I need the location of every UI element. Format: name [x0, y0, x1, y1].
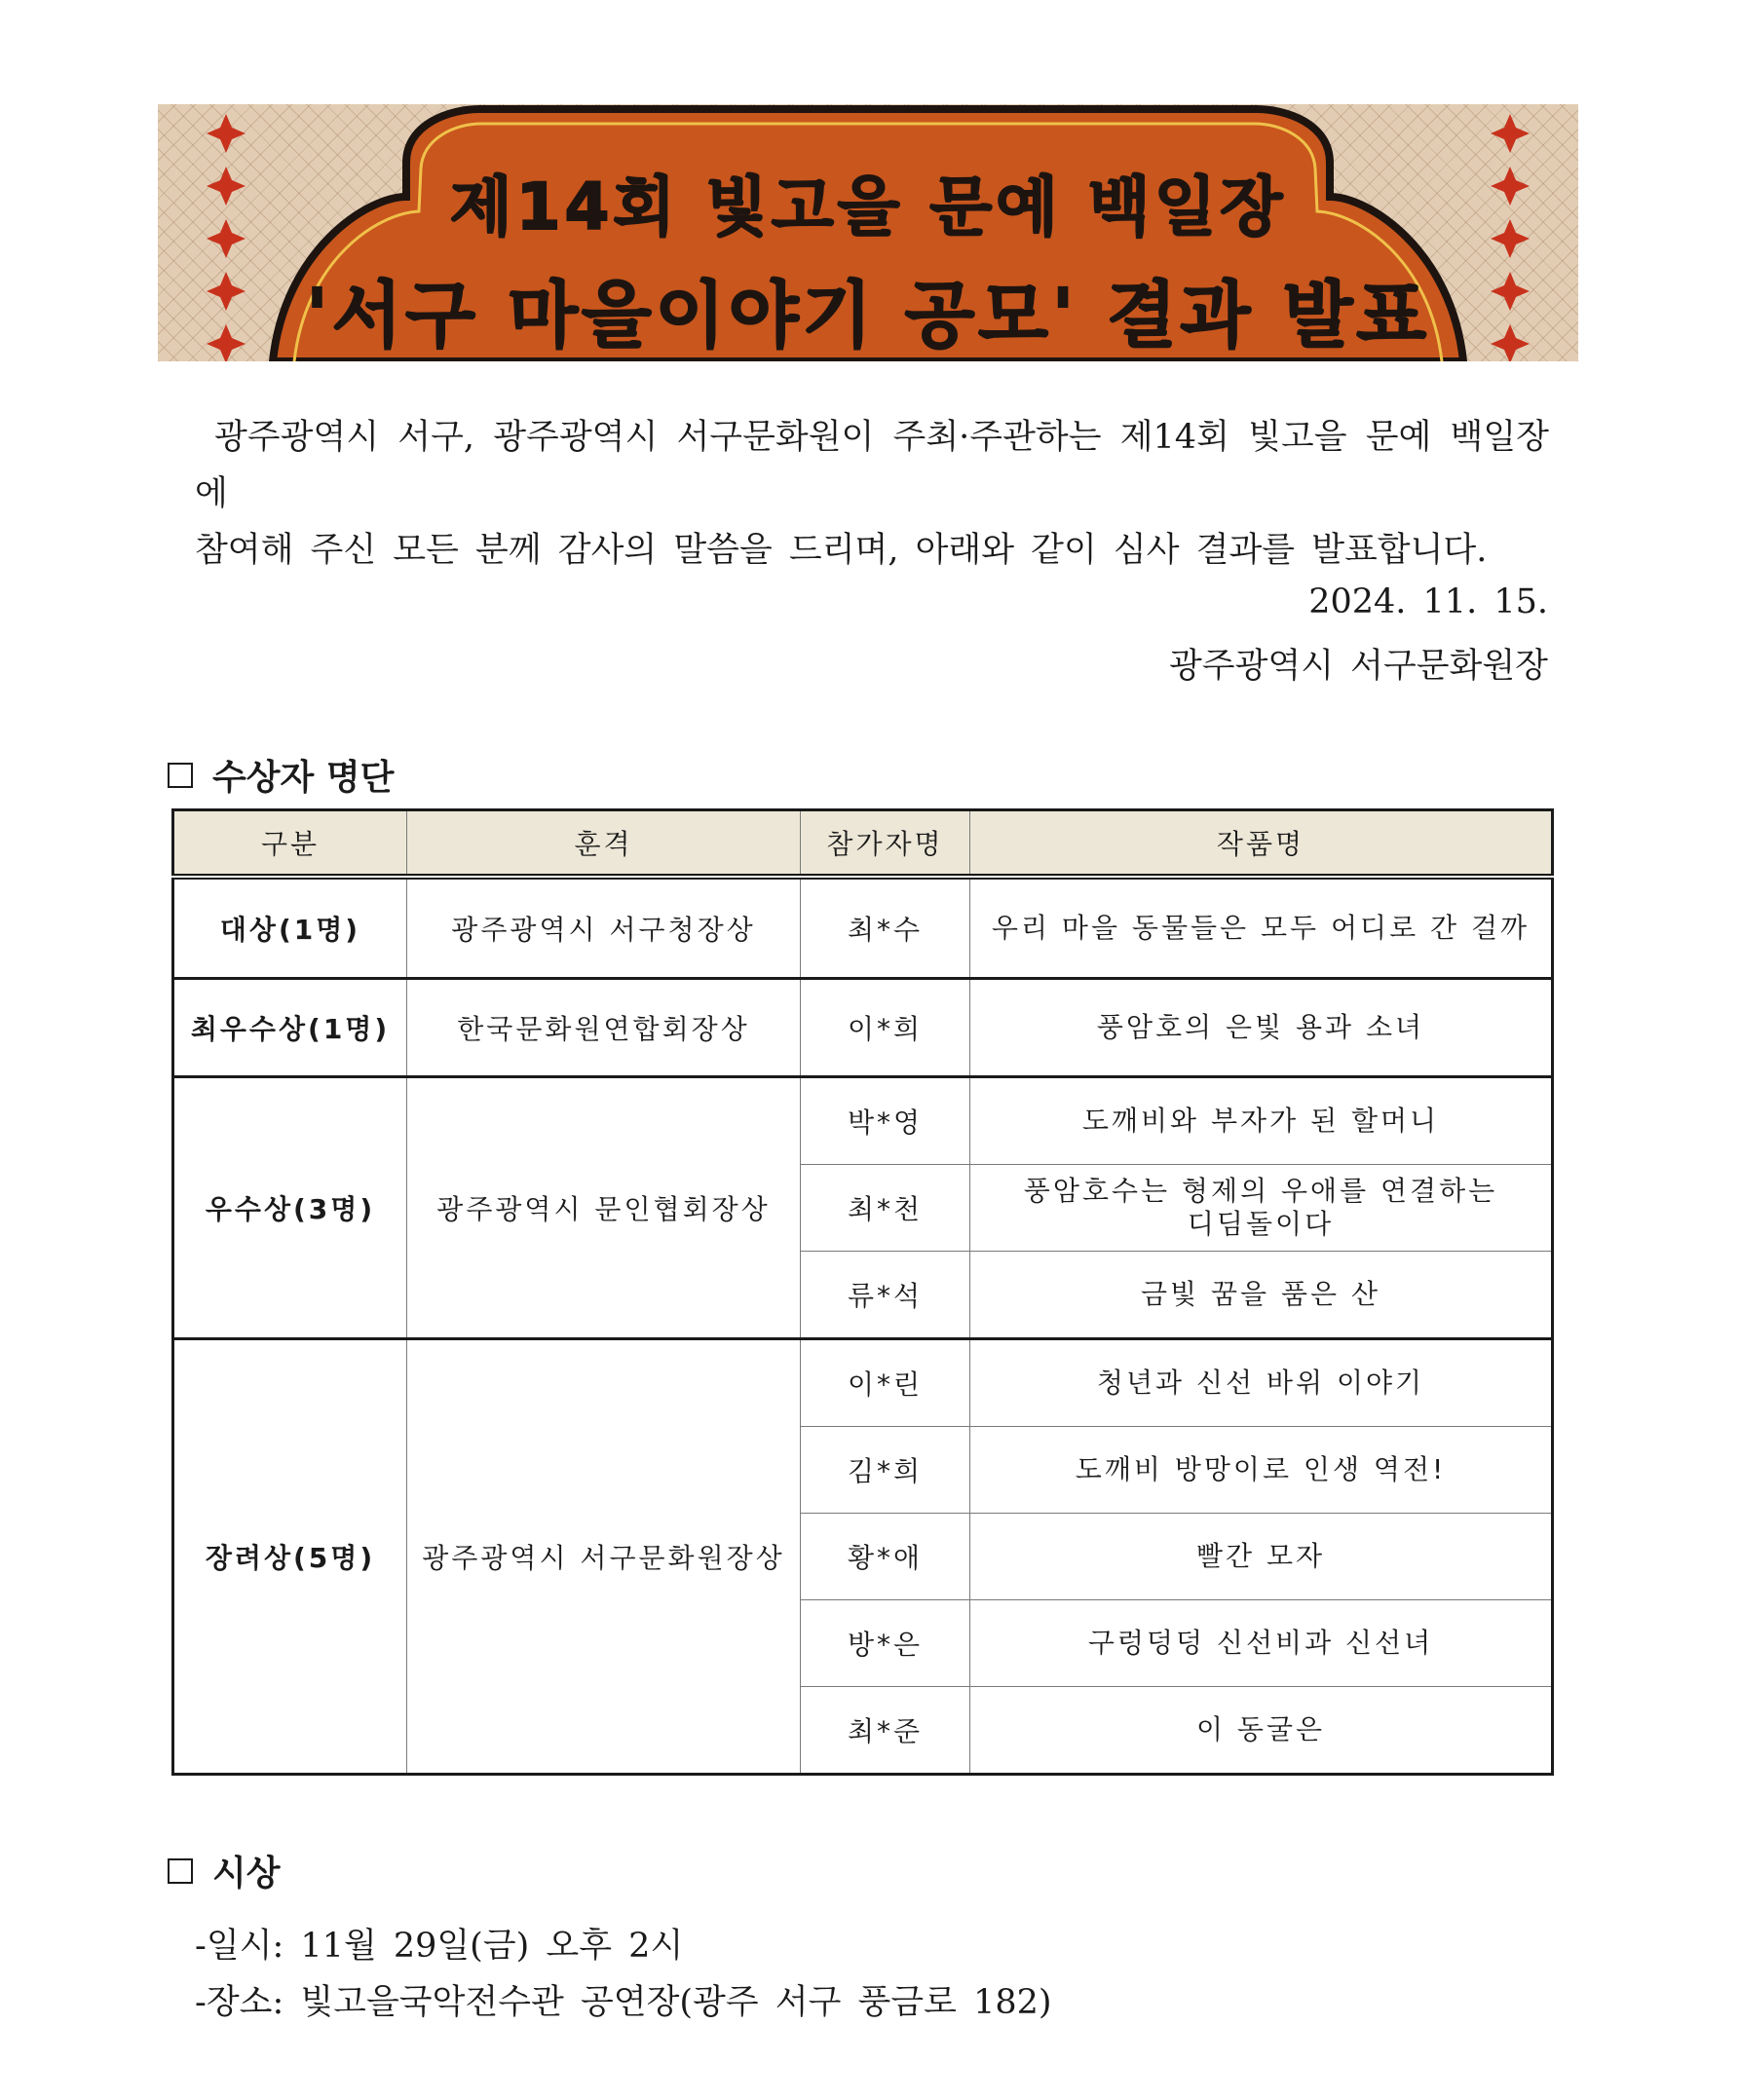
- name-cell: 최*수: [801, 877, 970, 979]
- banner-title-line1: 제14회 빛고을 문예 백일장: [449, 169, 1287, 244]
- name-cell: 이*희: [801, 979, 970, 1077]
- category-cell: 최우수상(1명): [173, 979, 407, 1077]
- name-cell: 류*석: [801, 1252, 970, 1339]
- header-honor: 훈격: [407, 810, 801, 878]
- signer: 광주광역시 서구문화원장: [1168, 647, 1548, 686]
- header-category: 구분: [173, 810, 407, 878]
- diamond-icon: [207, 114, 246, 153]
- category-cell: 대상(1명): [173, 877, 407, 979]
- ceremony-section-title: 시상: [212, 1854, 281, 1894]
- ceremony-time: -일시: 11월 29일(금) 오후 2시: [195, 1927, 684, 1966]
- work-cell: 도깨비와 부자가 된 할머니: [970, 1077, 1553, 1165]
- work-cell: 이 동굴은: [970, 1687, 1553, 1775]
- work-cell: 청년과 신선 바위 이야기: [970, 1339, 1553, 1427]
- table-row: [173, 877, 1553, 979]
- header-name: 참가자명: [801, 810, 970, 878]
- intro-line-1: 광주광역시 서구, 광주광역시 서구문화원이 주최·주관하는 제14회 빛고을 문예 백일장에: [195, 418, 1549, 513]
- name-cell: 최*준: [801, 1687, 970, 1775]
- work-cell: 구렁덩덩 신선비과 신선녀: [970, 1600, 1553, 1687]
- honor-cell: 한국문화원연합회장상: [407, 979, 801, 1077]
- table-row: [173, 1339, 1553, 1427]
- table-header-row: [173, 810, 1553, 878]
- title-banner: [158, 104, 1578, 361]
- honor-cell: 광주광역시 서구문화원장상: [407, 1339, 801, 1775]
- banner-title-line2: '서구 마을이야기 공모' 결과 발표: [306, 274, 1430, 357]
- winners-section-heading: [168, 750, 394, 800]
- work-cell: 풍암호의 은빛 용과 소녀: [970, 979, 1553, 1077]
- work-cell: 우리 마을 동물들은 모두 어디로 간 걸까: [970, 877, 1553, 979]
- intro-line-2: 참여해 주신 모든 분께 감사의 말씀을 드리며, 아래와 같이 심사 결과를 발표합니다.: [195, 531, 1488, 570]
- name-cell: 방*은: [801, 1600, 970, 1687]
- name-cell: 최*천: [801, 1165, 970, 1252]
- winners-section-title: 수상자 명단: [212, 758, 395, 798]
- name-cell: 박*영: [801, 1077, 970, 1165]
- honor-cell: 광주광역시 서구청장상: [407, 877, 801, 979]
- checkbox-square-icon: [168, 1858, 193, 1884]
- honor-cell: 광주광역시 문인협회장상: [407, 1077, 801, 1339]
- table-row: [173, 979, 1553, 1077]
- table-row: [173, 1077, 1553, 1165]
- diamond-icon: [1491, 114, 1530, 153]
- header-work: 작품명: [970, 810, 1553, 878]
- work-cell: 도깨비 방망이로 인생 역전!: [970, 1427, 1553, 1514]
- announcement-date: 2024. 11. 15.: [1308, 582, 1548, 621]
- name-cell: 이*린: [801, 1339, 970, 1427]
- ceremony-section-heading: [168, 1846, 281, 1895]
- work-cell: 풍암호수는 형제의 우애를 연결하는 디딤돌이다: [970, 1165, 1553, 1252]
- intro-paragraph: [195, 409, 1549, 579]
- name-cell: 황*애: [801, 1514, 970, 1600]
- work-cell: 빨간 모자: [970, 1514, 1553, 1600]
- winners-table: [171, 808, 1554, 1776]
- checkbox-square-icon: [168, 763, 193, 788]
- category-cell: 장려상(5명): [173, 1339, 407, 1775]
- name-cell: 김*희: [801, 1427, 970, 1514]
- work-cell: 금빛 꿈을 품은 산: [970, 1252, 1553, 1339]
- category-cell: 우수상(3명): [173, 1077, 407, 1339]
- ceremony-place: -장소: 빛고을국악전수관 공연장(광주 서구 풍금로 182): [195, 1983, 1052, 2022]
